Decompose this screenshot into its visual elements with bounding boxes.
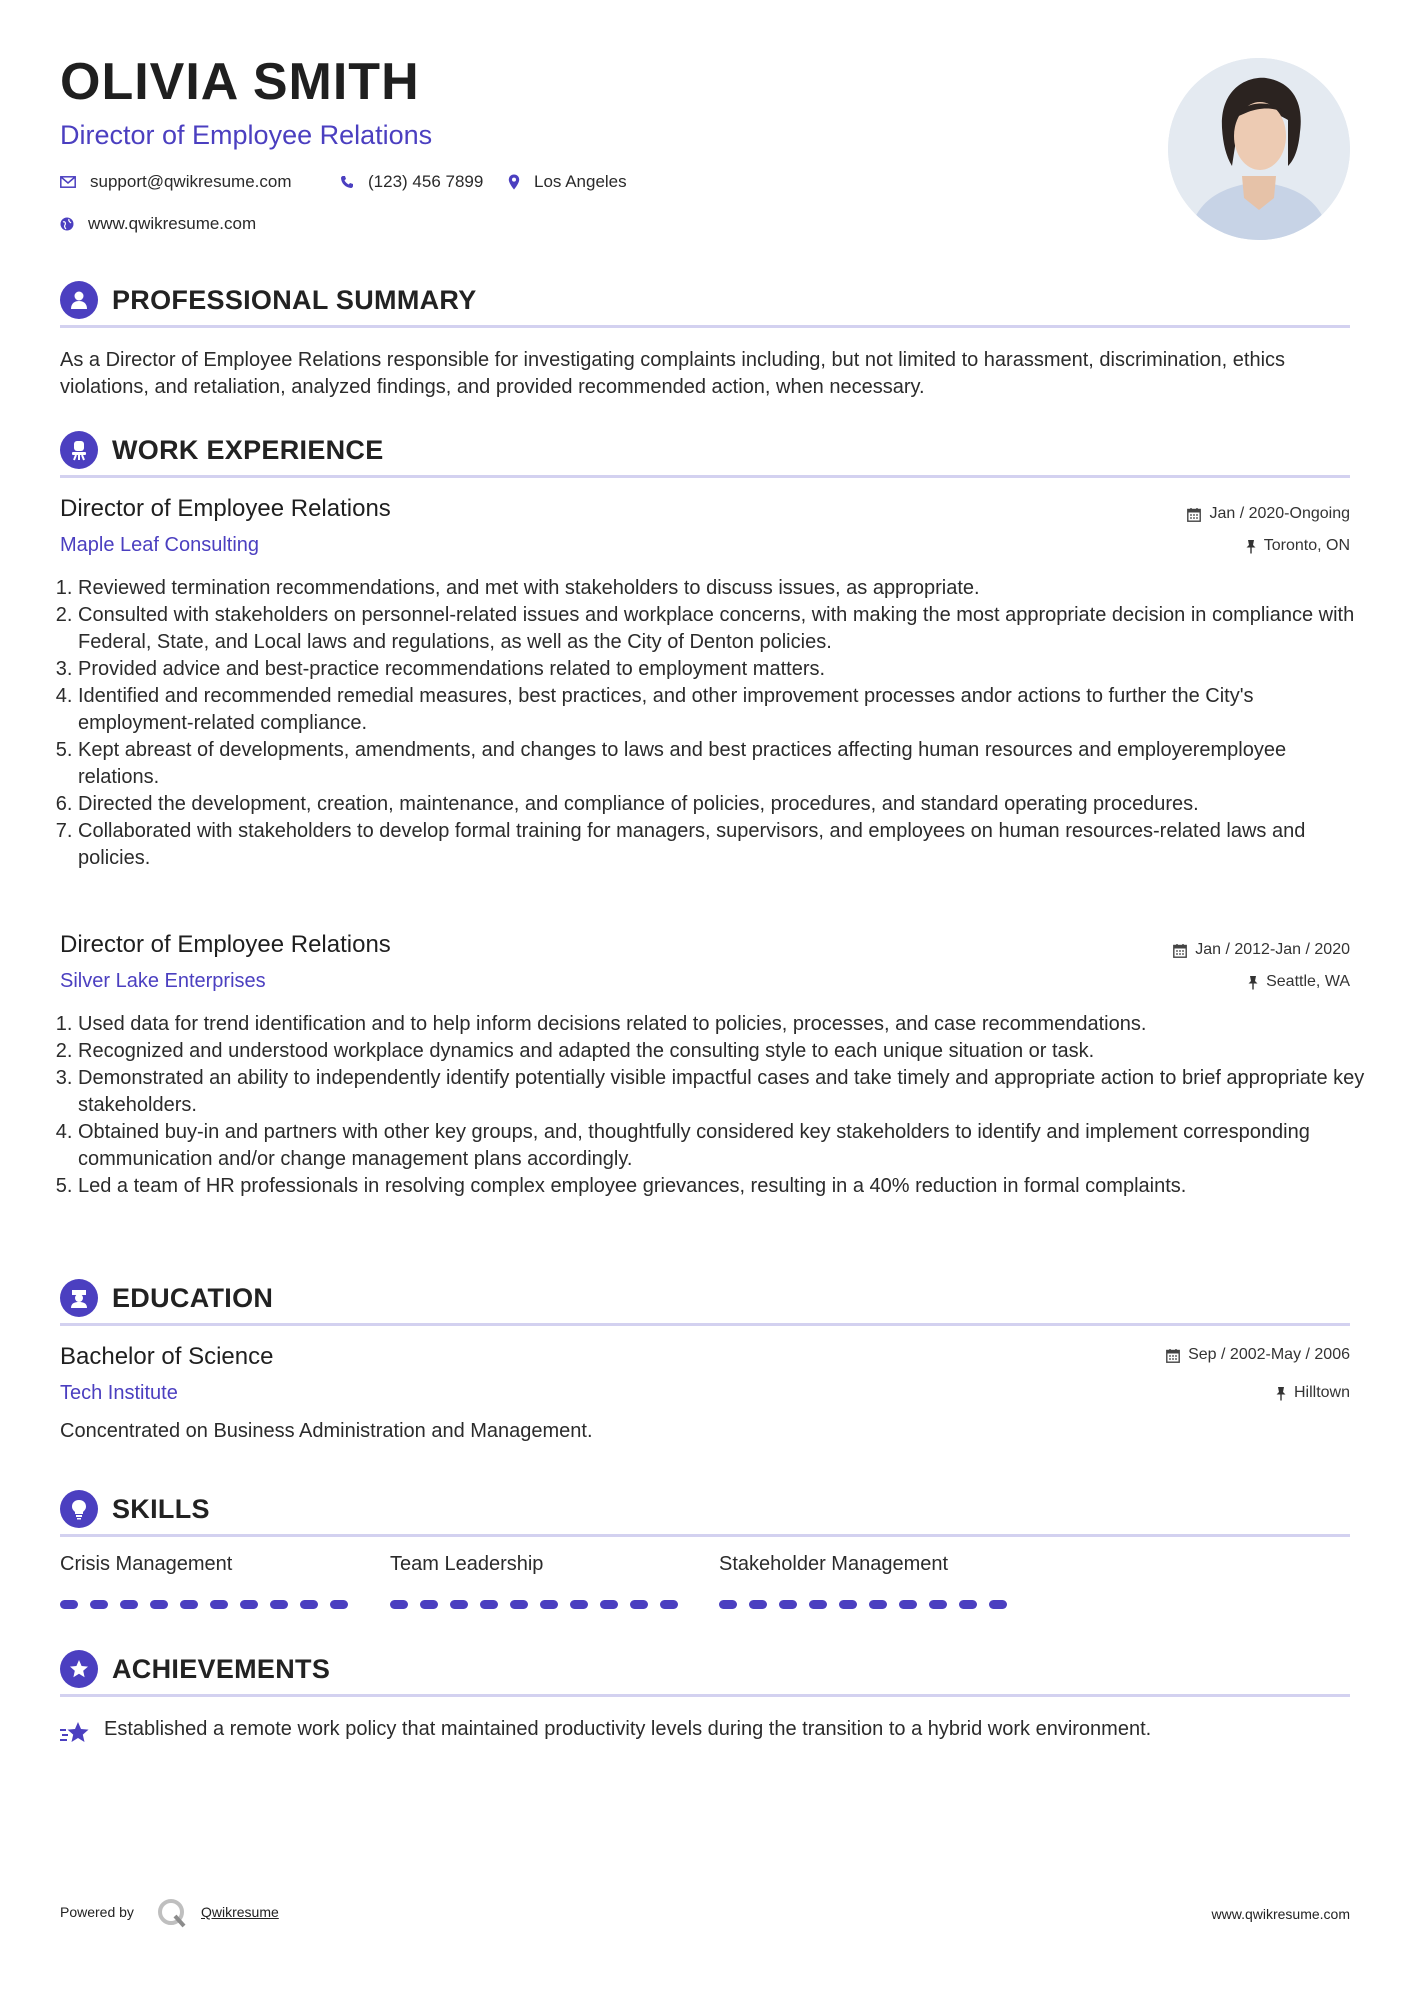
skill-dot [330,1600,348,1609]
job-title: Director of Employee Relations [60,931,391,958]
school-name: Tech Institute [60,1382,178,1404]
pushpin-icon [1276,1386,1286,1401]
skill-dot [510,1600,528,1609]
list-item: 4. Obtained buy-in and partners with other key groups, and, thoughtfully considered key stakeholders to identify and implement corresponding communication and/or change management plans accordingly. [78,1119,1368,1173]
experience-heading: WORK EXPERIENCE [112,435,384,465]
education-location-text: Hilltown [1293,1384,1350,1401]
list-item: 6. Directed the development, creation, maintenance, and compliance of policies, procedures, and standard operating procedures. [78,791,1368,818]
summary-heading: PROFESSIONAL SUMMARY [112,285,477,315]
skill-dot [839,1600,857,1609]
footer-website[interactable]: www.qwikresume.com [1211,1906,1350,1922]
list-item: 2. Recognized and understood workplace dynamics and adapted the consulting style to each unique situation or task. [78,1038,1368,1065]
list-item: 2. Consulted with stakeholders on personnel-related issues and workplace concerns, with making the most appropriate decision in compliance with Federal, State, and Local laws and regulations, as well as the City of Denton policies. [78,602,1368,656]
pushpin-icon [1248,975,1258,990]
user-icon [60,281,98,319]
skill-dot [660,1600,678,1609]
skill-dot [959,1600,977,1609]
contact-email[interactable] [60,172,292,192]
calendar-icon [1187,507,1201,522]
summary-text: As a Director of Employee Relations responsible for investigating complaints including, but not limited to harassment, discrimination, ethics violations, and retaliation, analyzed findings, and provided recommended action, when necessary. [60,349,1286,398]
skill-level-dots [60,1600,360,1609]
location-text: Los Angeles [534,172,627,191]
achievement-text: Established a remote work policy that maintained productivity levels during the transition to a hybrid work environment. [104,1718,1152,1740]
skill-dot [600,1600,618,1609]
email-text: support@qwikresume.com [90,172,292,191]
contact-location [508,172,627,192]
skill-item [390,1553,690,1609]
skill-dot [480,1600,498,1609]
skill-dot [779,1600,797,1609]
calendar-icon [1173,943,1187,958]
company-name: Silver Lake Enterprises [60,970,266,992]
education-dates-text: Sep / 2002-May / 2006 [1188,1346,1350,1363]
job-location [1246,537,1350,555]
skill-dot [60,1600,78,1609]
skills-section-header [60,1488,1350,1538]
skill-dot [749,1600,767,1609]
phone-text: (123) 456 7899 [368,172,484,191]
skills-heading: SKILLS [112,1494,210,1524]
skill-dot [540,1600,558,1609]
summary-section-header [60,279,1350,329]
skill-item [719,1553,1039,1609]
skill-dot [809,1600,827,1609]
list-item: 5. Led a team of HR professionals in resolving complex employee grievances, resulting in a 40% reduction in formal complaints. [78,1173,1368,1200]
list-item: 4. Identified and recommended remedial measures, best practices, and other improvement processes andor actions to further the City's employment-related compliance. [78,683,1368,737]
skill-item [60,1553,360,1609]
job-responsibilities [60,1011,1368,1200]
graduate-icon [60,1279,98,1317]
skill-dot [300,1600,318,1609]
education-location [1276,1384,1350,1402]
education-heading: EDUCATION [112,1283,274,1313]
job-location-text: Toronto, ON [1263,537,1350,554]
skill-name: Stakeholder Management [719,1553,949,1575]
skill-dot [989,1600,1007,1609]
pushpin-icon [1246,539,1256,554]
skill-dot [390,1600,408,1609]
section-divider [60,1323,1350,1326]
company-name: Maple Leaf Consulting [60,534,260,556]
job-dates-text: Jan / 2020-Ongoing [1209,505,1350,522]
skill-dot [210,1600,228,1609]
candidate-name: OLIVIA SMITH [60,53,420,111]
education-section-header [60,1277,1350,1327]
skill-dot [929,1600,947,1609]
calendar-icon [1166,1348,1180,1363]
education-dates [1166,1346,1350,1364]
skill-dot [450,1600,468,1609]
job-location-text: Seattle, WA [1266,973,1350,990]
lightbulb-icon [60,1490,98,1528]
powered-by-label: Powered by [60,1904,134,1920]
skill-dot [420,1600,438,1609]
skill-level-dots [719,1600,1039,1609]
achievements-section-header [60,1648,1350,1698]
skill-dot [630,1600,648,1609]
degree-title: Bachelor of Science [60,1343,274,1370]
achievements-heading: ACHIEVEMENTS [112,1654,331,1684]
job-dates [1187,505,1350,523]
map-pin-icon [508,174,520,190]
skill-level-dots [390,1600,690,1609]
list-item: 3. Provided advice and best-practice recommendations related to employment matters. [78,656,1368,683]
job-dates [1173,941,1350,959]
achievement-star-icon [60,1720,92,1751]
job-dates-text: Jan / 2012-Jan / 2020 [1195,941,1350,958]
skill-name: Team Leadership [390,1553,544,1575]
profile-photo [1168,58,1350,240]
contact-website[interactable] [60,214,256,234]
skill-dot [120,1600,138,1609]
skill-dot [869,1600,887,1609]
section-divider [60,325,1350,328]
skill-dot [240,1600,258,1609]
job-responsibilities [60,575,1368,872]
skill-dot [270,1600,288,1609]
qwikresume-logo-icon [157,1898,187,1933]
skill-dot [180,1600,198,1609]
skill-dot [90,1600,108,1609]
globe-icon [60,217,74,231]
contact-phone[interactable] [340,172,483,192]
envelope-icon [60,176,76,188]
job-location [1248,973,1350,991]
skill-dot [150,1600,168,1609]
list-item: 5. Kept abreast of developments, amendments, and changes to laws and best practices affecting human resources and employeremployee relations. [78,737,1368,791]
website-text: www.qwikresume.com [88,214,257,233]
briefcase-chair-icon [60,431,98,469]
list-item: 7. Collaborated with stakeholders to develop formal training for managers, supervisors, and employees on human resources-related laws and policies. [78,818,1368,872]
qwikresume-link[interactable]: Qwikresume [201,1904,279,1920]
star-badge-icon [60,1650,98,1688]
phone-icon [340,175,354,189]
skill-dot [570,1600,588,1609]
education-description: Concentrated on Business Administration and Management. [60,1420,593,1442]
skill-dot [899,1600,917,1609]
skill-name: Crisis Management [60,1553,233,1575]
experience-section-header [60,429,1350,479]
skill-dot [719,1600,737,1609]
section-divider [60,475,1350,478]
section-divider [60,1694,1350,1697]
job-title: Director of Employee Relations [60,495,391,522]
list-item: 3. Demonstrated an ability to independently identify potentially visible impactful cases and take timely and appropriate action to brief appropriate key stakeholders. [78,1065,1368,1119]
list-item: 1. Used data for trend identification and to help inform decisions related to policies, processes, and case recommendations. [78,1011,1368,1038]
section-divider [60,1534,1350,1537]
list-item: 1. Reviewed termination recommendations, and met with stakeholders to discuss issues, as appropriate. [78,575,1368,602]
candidate-title: Director of Employee Relations [60,120,433,150]
